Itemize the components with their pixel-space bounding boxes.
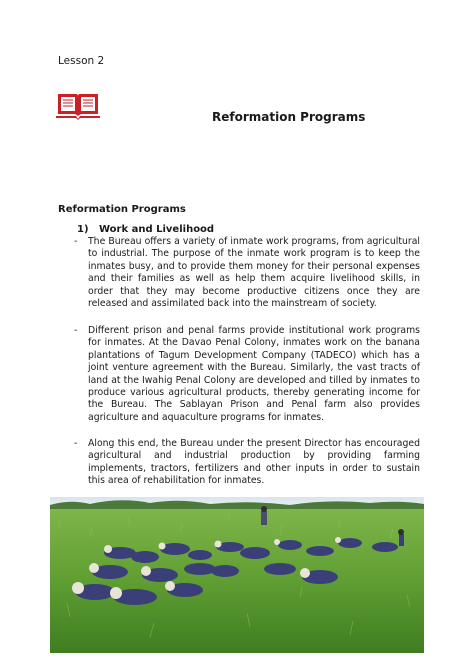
- list-item-title: Work and Livelihood: [99, 224, 215, 235]
- lesson-label: Lesson 2: [58, 55, 105, 67]
- paragraph-text: The Bureau offers a variety of inmate work programs, from agricultural to industrial. The purpose of the inmate work program is to keep the inmates busy, and to provide them money for their personal expenses and their families as well as help them acquire livelihood skills, in order that they may become productive citizens once they are released and assimilated back into the mainstream of society.: [88, 236, 420, 310]
- list-item-heading: [77, 224, 214, 235]
- section-title: Reformation Programs: [58, 204, 186, 215]
- paragraph-text: Different prison and penal farms provide institutional work programs for inmates. At the Davao Penal Colony, inmates work on the banana plantations of Tagum Development Company (TADECO) which has a joint venture agreement with the Bureau. Similarly, the vast tracts of land at the Iwahig Penal Colony are developed and tilled by inmates to produce various agricultural products, thereby generating income for the Bureau. The Sablayan Prison and Penal farm also provides agriculture and aquaculture programs for inmates.: [88, 325, 420, 423]
- bullet-dash: -: [74, 236, 78, 247]
- paragraph-text: Along this end, the Bureau under the present Director has encouraged agricultural and industrial production by providing farming implements, tractors, fertilizers and other inputs in order to sustain this area of rehabilitation for inmates.: [88, 438, 420, 487]
- farm-photo: [50, 497, 424, 653]
- paragraph-production: [74, 438, 420, 488]
- page-title: Reformation Programs: [212, 110, 366, 124]
- paragraph-penal-farms: [74, 325, 420, 424]
- bullet-dash: -: [74, 325, 78, 336]
- list-item-number: 1): [77, 224, 89, 235]
- open-book-icon: [56, 90, 100, 120]
- paragraph-work-programs: [74, 236, 420, 310]
- bullet-dash: -: [74, 438, 78, 449]
